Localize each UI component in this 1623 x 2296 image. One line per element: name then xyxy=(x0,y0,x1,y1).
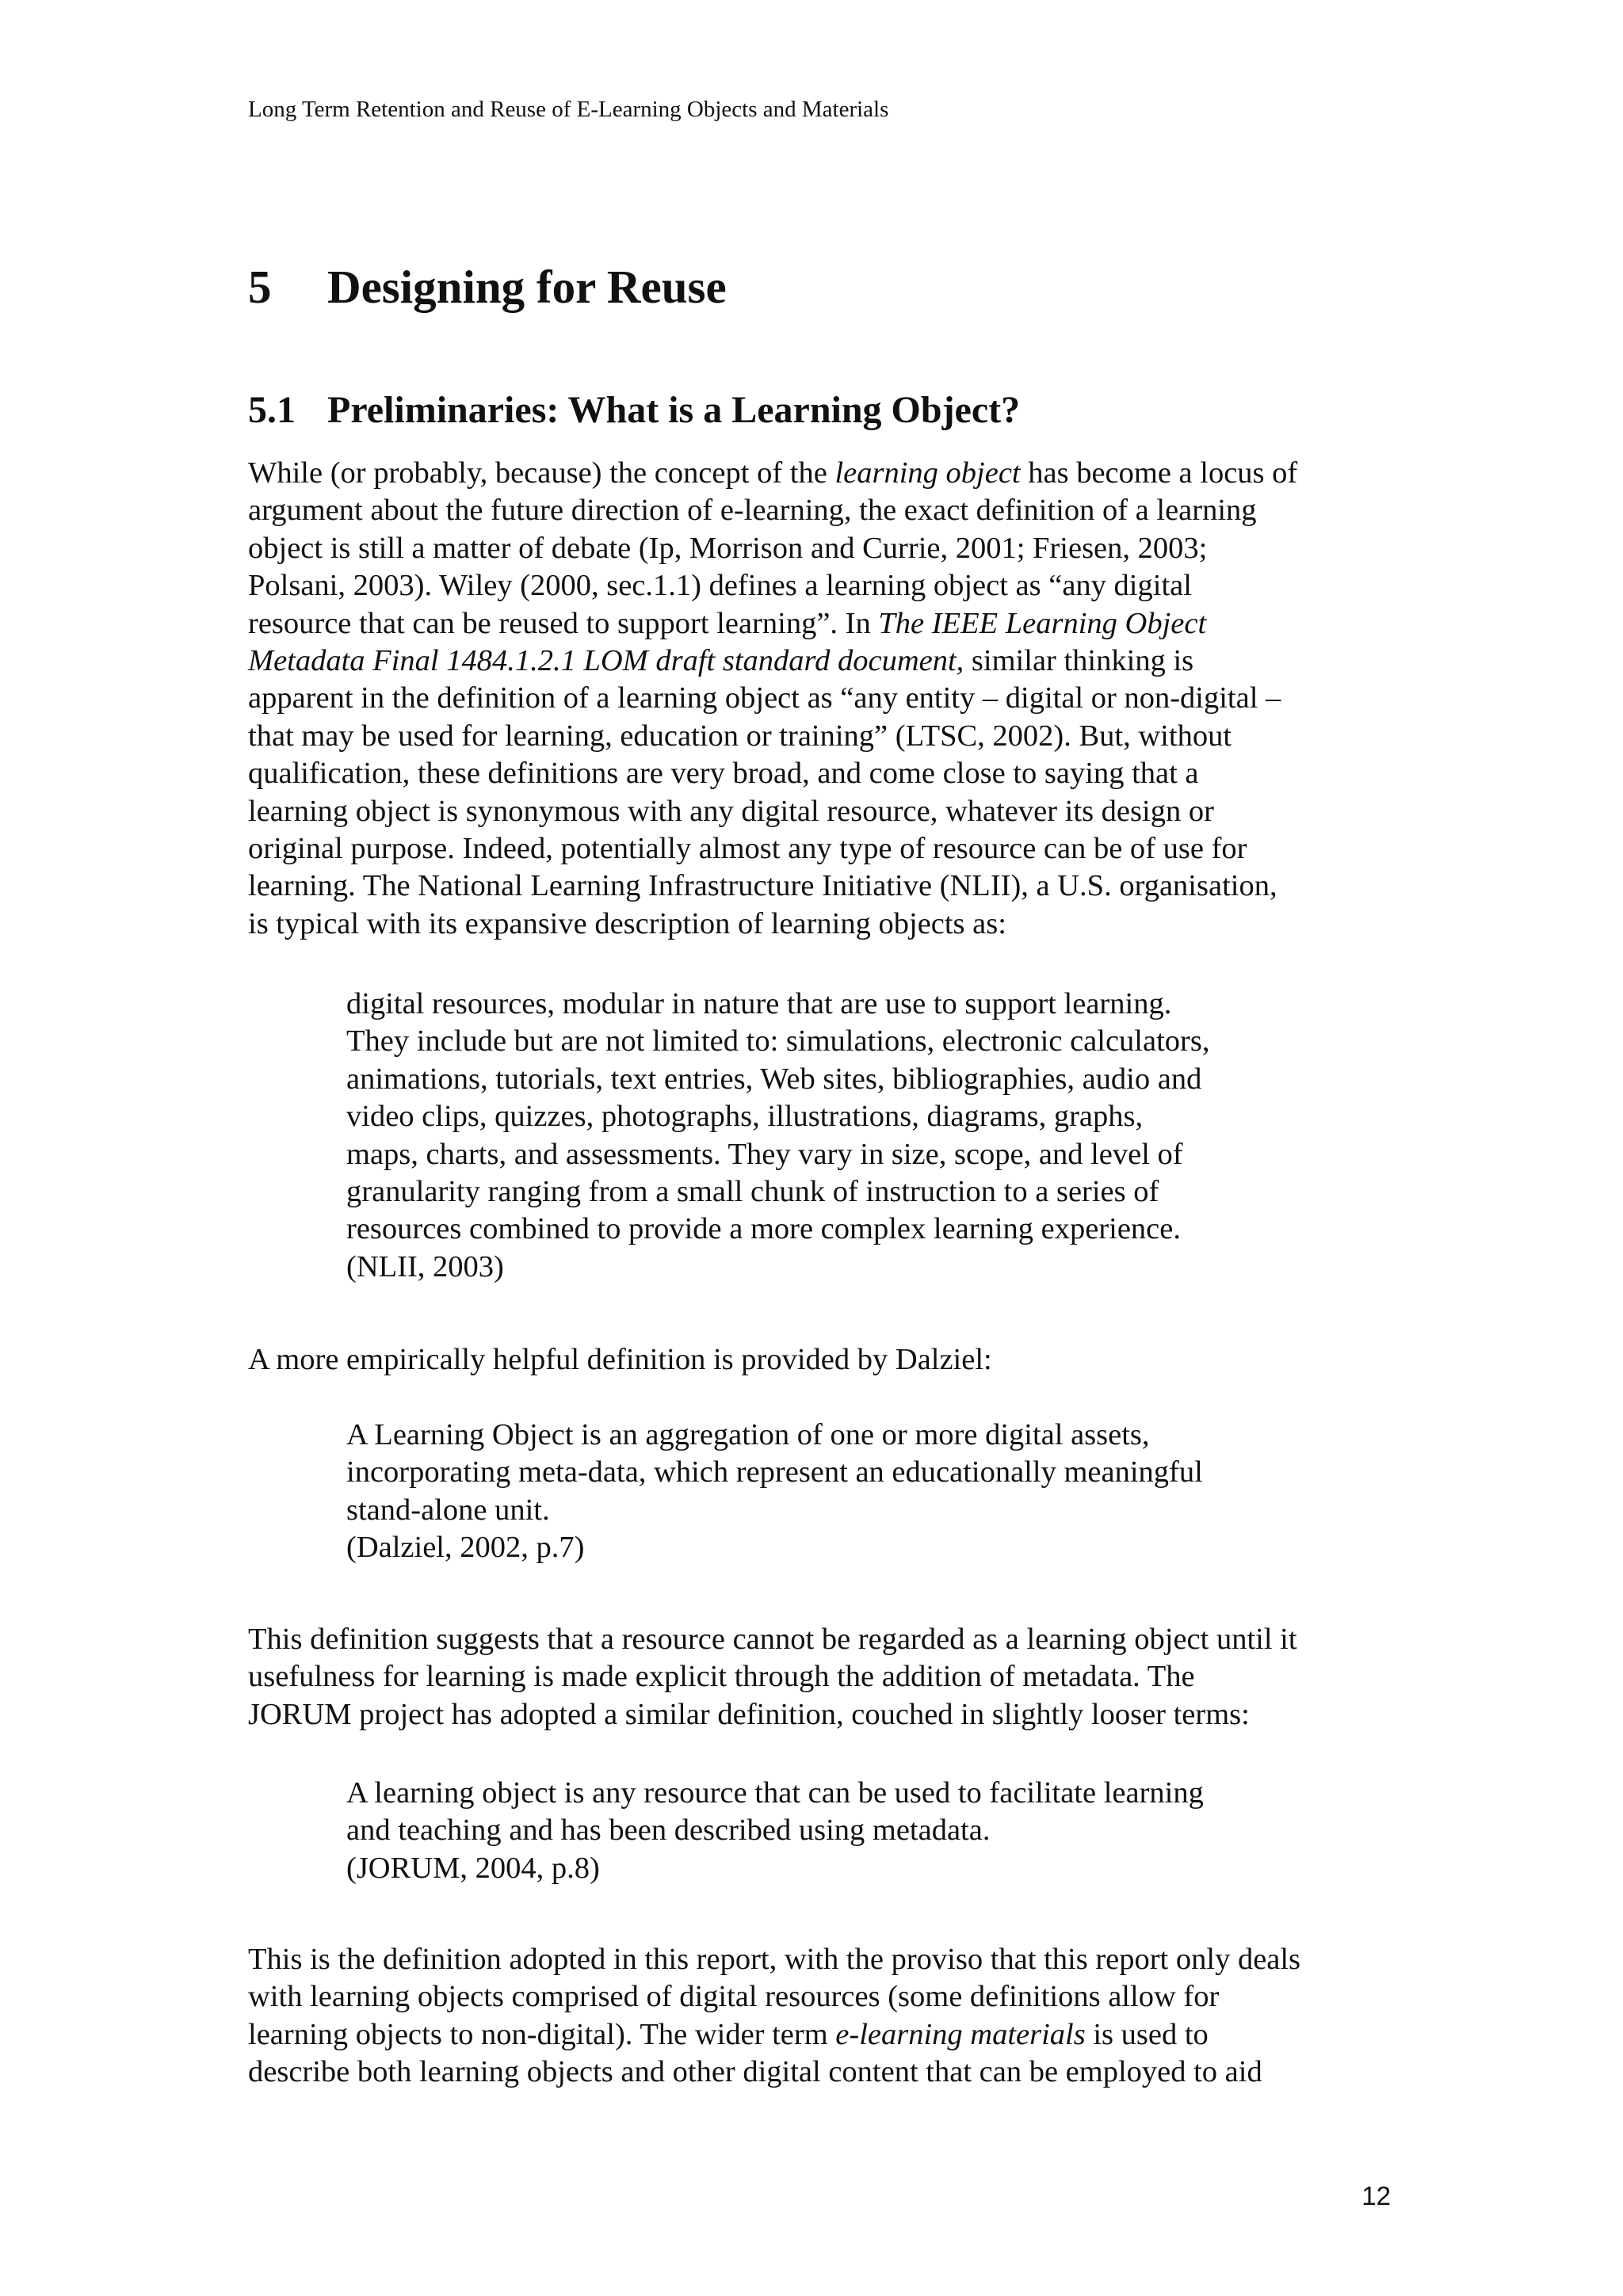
text-line: apparent in the definition of a learning object as “any entity – digital or non-digital – xyxy=(248,681,1281,715)
text-line: with learning objects comprised of digital resources (some definitions allow for xyxy=(248,1980,1220,2014)
italic-title: The IEEE Learning Object xyxy=(878,606,1207,640)
quote-line: digital resources, modular in nature that are use to support learning. xyxy=(346,987,1172,1020)
text-line: qualification, these definitions are very broad, and come close to saying that a xyxy=(248,757,1199,791)
block-quote-nlii xyxy=(346,986,1345,1286)
block-quote-jorum xyxy=(346,1775,1345,1887)
text-line: This definition suggests that a resource cannot be regarded as a learning object until it xyxy=(248,1623,1297,1656)
italic-term: learning object xyxy=(834,456,1021,490)
text-line: learning object is synonymous with any digital resource, whatever its design or xyxy=(248,794,1214,828)
text-line: learning objects to non-digital). The wider term e-learning materials is used to xyxy=(248,2017,1209,2051)
paragraph-definition-adopted xyxy=(248,1941,1405,2092)
subsection-heading xyxy=(248,387,1020,434)
italic-title: Metadata Final 1484.1.2.1 LOM draft standard document, xyxy=(248,644,964,678)
quote-line: A learning object is any resource that can be used to facilitate learning xyxy=(346,1776,1204,1810)
text-line: object is still a matter of debate (Ip, Morrison and Currie, 2001; Friesen, 2003; xyxy=(248,531,1208,565)
text-line: JORUM project has adopted a similar definition, couched in slightly looser terms: xyxy=(248,1697,1250,1731)
text-line: A more empirically helpful definition is provided by Dalziel: xyxy=(248,1343,992,1376)
text-line: that may be used for learning, education or training” (LTSC, 2002). But, without xyxy=(248,719,1232,753)
paragraph-jorum-intro xyxy=(248,1621,1405,1733)
text-line: Polsani, 2003). Wiley (2000, sec.1.1) defines a learning object as “any digital xyxy=(248,569,1192,603)
quote-citation: (JORUM, 2004, p.8) xyxy=(346,1851,600,1885)
quote-line: granularity ranging from a small chunk of instruction to a series of xyxy=(346,1175,1159,1209)
block-quote-dalziel xyxy=(346,1417,1345,1567)
quote-citation: (NLII, 2003) xyxy=(346,1249,504,1283)
text-line: resource that can be reused to support learning”. In The IEEE Learning Object xyxy=(248,606,1207,640)
section-heading xyxy=(248,258,727,315)
quote-line: A Learning Object is an aggregation of one or more digital assets, xyxy=(346,1418,1150,1451)
section-number: 5 xyxy=(248,261,272,313)
text-line: While (or probably, because) the concept of the learning object has become a locus of xyxy=(248,456,1298,490)
text-line: is typical with its expansive description of learning objects as: xyxy=(248,906,1006,940)
quote-line: animations, tutorials, text entries, Web sites, bibliographies, audio and xyxy=(346,1062,1202,1096)
section-title: Designing for Reuse xyxy=(327,261,727,313)
text-line: describe both learning objects and other digital content that can be employed to aid xyxy=(248,2055,1262,2089)
quote-line: resources combined to provide a more complex learning experience. xyxy=(346,1212,1181,1246)
paragraph-dalziel-intro xyxy=(248,1341,1405,1379)
subsection-number: 5.1 xyxy=(248,389,296,431)
quote-line: and teaching and has been described using metadata. xyxy=(346,1814,991,1848)
italic-term: e-learning materials xyxy=(835,2017,1086,2051)
quote-line: They include but are not limited to: simulations, electronic calculators, xyxy=(346,1024,1210,1058)
quote-line: video clips, quizzes, photographs, illustrations, diagrams, graphs, xyxy=(346,1100,1144,1134)
running-header: Long Term Retention and Reuse of E-Learning Objects and Materials xyxy=(248,97,889,122)
text-line: Metadata Final 1484.1.2.1 LOM draft standard document, similar thinking is xyxy=(248,644,1194,678)
quote-line: maps, charts, and assessments. They vary in size, scope, and level of xyxy=(346,1137,1183,1171)
page-number: 12 xyxy=(1361,2181,1391,2210)
quote-citation: (Dalziel, 2002, p.7) xyxy=(346,1531,585,1565)
subsection-title: Preliminaries: What is a Learning Object? xyxy=(327,389,1021,431)
quote-line: stand-alone unit. xyxy=(346,1493,550,1527)
quote-line: incorporating meta-data, which represent an educationally meaningful xyxy=(346,1455,1203,1489)
text-line: This is the definition adopted in this report, with the proviso that this report only deals xyxy=(248,1943,1301,1976)
text-line: learning. The National Learning Infrastructure Initiative (NLII), a U.S. organisation, xyxy=(248,869,1277,903)
paragraph-intro xyxy=(248,455,1405,943)
text-line: argument about the future direction of e-learning, the exact definition of a learning xyxy=(248,494,1257,528)
text-line: original purpose. Indeed, potentially almost any type of resource can be of use for xyxy=(248,832,1247,866)
text-line: usefulness for learning is made explicit through the addition of metadata. The xyxy=(248,1660,1195,1694)
